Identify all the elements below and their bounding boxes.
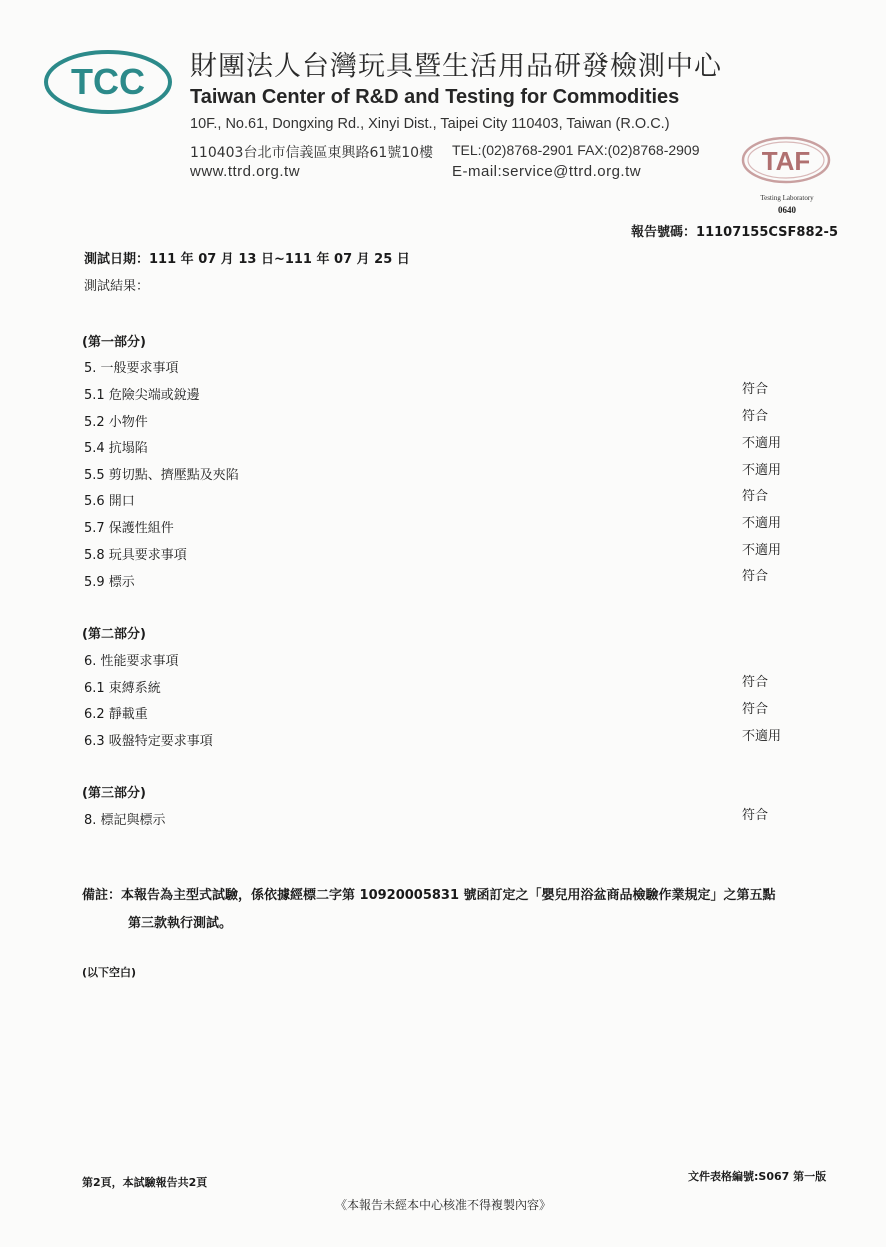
- item-result: 符合: [742, 702, 769, 717]
- tel-fax: TEL:(02)8768-2901 FAX:(02)8768-2909: [452, 142, 700, 158]
- item-result: 不適用: [742, 543, 782, 558]
- item-result: 不適用: [742, 729, 782, 744]
- address-zh: 110403台北市信義區東興路61號10樓: [190, 145, 434, 161]
- taf-logo-text: TAF: [761, 146, 811, 176]
- taf-lab-label: Testing Laboratory: [760, 194, 814, 202]
- remark-line-2: 第三款執行測試。: [128, 916, 233, 931]
- form-number: 文件表格編號:S067 第一版: [688, 1170, 827, 1183]
- item-label: 5.4 抗塌陷: [84, 441, 148, 456]
- item-result: 不適用: [742, 516, 782, 531]
- tcc-logo: [42, 48, 174, 116]
- test-results-label: 測試結果：: [84, 279, 150, 294]
- part-title: (第一部分): [82, 335, 146, 350]
- item-result: 符合: [742, 409, 769, 424]
- item-result: 符合: [742, 569, 769, 584]
- part-title: (第三部分): [82, 786, 146, 801]
- email-link[interactable]: E-mail:service@ttrd.org.tw: [452, 163, 642, 180]
- item-result: 符合: [742, 675, 769, 690]
- item-label: 8. 標記與標示: [84, 813, 166, 828]
- item-label: 5.7 保護性組件: [84, 521, 174, 536]
- org-name-en: Taiwan Center of R&D and Testing for Commodities: [190, 86, 680, 108]
- item-result: 不適用: [742, 463, 782, 478]
- item-label: 6.2 靜載重: [84, 707, 148, 722]
- org-name-zh: 財團法人台灣玩具暨生活用品研發檢測中心: [190, 51, 722, 82]
- remark-line-1: 備註：本報告為主型式試驗，係依據經標二字第 10920005831 號函訂定之「嬰兒用浴盆商品檢驗作業規定」之第五點: [82, 888, 776, 903]
- item-result: 符合: [742, 382, 769, 397]
- item-label: 6.3 吸盤特定要求事項: [84, 734, 213, 749]
- page-info: 第2頁，本試驗報告共2頁: [82, 1176, 208, 1189]
- copyright-notice: 《本報告未經本中心核准不得複製內容》: [334, 1198, 551, 1212]
- item-label: 6.1 束縛系統: [84, 681, 161, 696]
- report-number: 報告號碼：11107155CSF882-5: [631, 225, 838, 240]
- item-result: 符合: [742, 489, 769, 504]
- part-title: (第二部分): [82, 627, 146, 642]
- taf-logo: [740, 134, 832, 186]
- item-result: 符合: [742, 808, 769, 823]
- item-label: 5.6 開口: [84, 494, 135, 509]
- website-link[interactable]: www.ttrd.org.tw: [190, 163, 301, 180]
- tcc-logo-text: TCC: [71, 61, 145, 102]
- item-label: 5.8 玩具要求事項: [84, 548, 187, 563]
- part-heading: 5. 一般要求事項: [84, 361, 179, 376]
- part-heading: 6. 性能要求事項: [84, 654, 179, 669]
- blank-below-note: (以下空白): [82, 966, 137, 979]
- address-en: 10F., No.61, Dongxing Rd., Xinyi Dist., Taipei City 110403, Taiwan (R.O.C.): [190, 116, 670, 132]
- item-label: 5.5 剪切點、擠壓點及夾陷: [84, 468, 239, 483]
- item-result: 不適用: [742, 436, 782, 451]
- taf-lab-number: 0640: [778, 205, 796, 215]
- item-label: 5.9 標示: [84, 575, 135, 590]
- test-date: 測試日期：111 年 07 月 13 日~111 年 07 月 25 日: [84, 252, 410, 267]
- item-label: 5.2 小物件: [84, 415, 148, 430]
- item-label: 5.1 危險尖端或銳邊: [84, 388, 200, 403]
